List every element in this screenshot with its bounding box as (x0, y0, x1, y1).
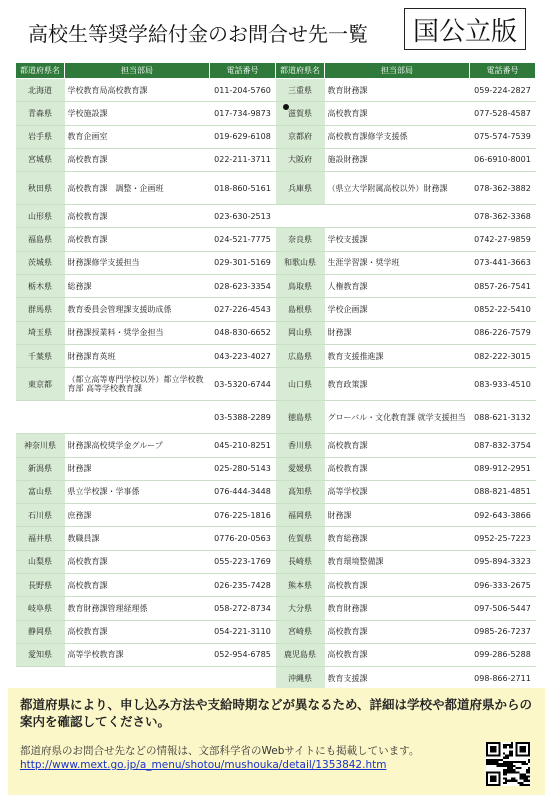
left-tel-number: 052-954-6785 (210, 643, 276, 666)
left-dept-name: 県立学校課・学事係 (65, 480, 210, 503)
right-tel-number: 095-894-3323 (470, 550, 536, 573)
right-dept-name: 学校企画課 (325, 298, 470, 321)
table-row (16, 643, 536, 666)
left-tel-number: 018-860-5161 (210, 172, 276, 205)
notice-main-text: 都道府県により、申し込み方法や支給時期などが異なるため、詳細は学校や都道府県からの案内を確認してください。 (20, 697, 533, 729)
left-tel-number: 028-623-3354 (210, 275, 276, 298)
right-tel-number: 0742-27-9859 (470, 228, 536, 251)
table-row (16, 344, 536, 367)
table-row (16, 457, 536, 480)
left-dept-name: 財務課高校奨学金グループ (65, 434, 210, 457)
right-pref-name (276, 205, 325, 228)
right-dept-name: 高等学校課 (325, 480, 470, 503)
left-tel-number: 058-272-8734 (210, 597, 276, 620)
left-pref-name: 栃木県 (16, 275, 65, 298)
right-dept-name: 高校教育課修学支援係 (325, 125, 470, 148)
left-dept-name: 総務課 (65, 275, 210, 298)
right-tel-number: 083-933-4510 (470, 368, 536, 401)
table-row (16, 667, 536, 690)
left-tel-number: 076-444-3448 (210, 480, 276, 503)
left-dept-name: 教育委員会管理課支援助成係 (65, 298, 210, 321)
left-dept-name: （都立高等専門学校以外）都立学校教育部 高等学校教育課 (65, 368, 210, 401)
left-tel-number: 029-301-5169 (210, 251, 276, 274)
right-tel-number: 099-286-5288 (470, 643, 536, 666)
left-tel-number: 048-830-6652 (210, 321, 276, 344)
right-pref-name: 福岡県 (276, 504, 325, 527)
right-dept-name: 教育政策課 (325, 368, 470, 401)
left-pref-name: 岩手県 (16, 125, 65, 148)
left-pref-name: 岐阜県 (16, 597, 65, 620)
right-pref-name: 京都府 (276, 125, 325, 148)
left-dept-name: 高校教育課 (65, 148, 210, 171)
left-pref-name (16, 667, 65, 690)
left-dept-name: 教育財務課管理経理係 (65, 597, 210, 620)
right-pref-name: 滋賀県 (276, 102, 325, 125)
header-pref-left: 都道府県名 (16, 63, 65, 79)
right-dept-name: 高校教育課 (325, 643, 470, 666)
right-tel-number: 075-574-7539 (470, 125, 536, 148)
header-tel-left: 電話番号 (210, 63, 276, 79)
right-tel-number: 096-333-2675 (470, 574, 536, 597)
left-tel-number: 054-221-3110 (210, 620, 276, 643)
right-dept-name: 財務課 (325, 321, 470, 344)
bullet-marker (283, 104, 289, 110)
left-pref-name: 埼玉県 (16, 321, 65, 344)
left-pref-name: 愛知県 (16, 643, 65, 666)
left-pref-name: 静岡県 (16, 620, 65, 643)
right-tel-number: 088-821-4851 (470, 480, 536, 503)
left-pref-name: 福井県 (16, 527, 65, 550)
right-dept-name: 高校教育課 (325, 457, 470, 480)
right-pref-name: 島根県 (276, 298, 325, 321)
left-dept-name: 教職員課 (65, 527, 210, 550)
right-tel-number: 097-506-5447 (470, 597, 536, 620)
table-row (16, 148, 536, 171)
table-row (16, 620, 536, 643)
right-tel-number: 0985-26-7237 (470, 620, 536, 643)
left-dept-name: 高校教育課 (65, 228, 210, 251)
left-tel-number: 03-5388-2289 (210, 401, 276, 434)
right-pref-name: 鳥取県 (276, 275, 325, 298)
left-pref-name: 北海道 (16, 79, 65, 102)
table-row (16, 527, 536, 550)
right-tel-number: 086-226-7579 (470, 321, 536, 344)
right-dept-name: 高校教育課 (325, 102, 470, 125)
mext-link[interactable]: http://www.mext.go.jp/a_menu/shotou/mushouka/detail/1353842.htm (20, 759, 387, 771)
contact-table (15, 62, 536, 691)
header-pref-right: 都道府県名 (276, 63, 325, 79)
table-row (16, 205, 536, 228)
right-tel-number: 073-441-3663 (470, 251, 536, 274)
left-dept-name: 学校教育局高校教育課 (65, 79, 210, 102)
left-tel-number: 011-204-5760 (210, 79, 276, 102)
table-row (16, 597, 536, 620)
left-dept-name: 財務課授業料・奨学金担当 (65, 321, 210, 344)
left-pref-name: 群馬県 (16, 298, 65, 321)
right-dept-name: 財務課 (325, 504, 470, 527)
table-row (16, 434, 536, 457)
right-dept-name: 高校教育課 (325, 574, 470, 597)
left-dept-name (65, 401, 210, 434)
table-row (16, 298, 536, 321)
right-tel-number: 078-362-3882 (470, 172, 536, 205)
qr-code-icon (486, 742, 530, 786)
right-pref-name: 佐賀県 (276, 527, 325, 550)
right-dept-name: 教育支援推進課 (325, 344, 470, 367)
right-pref-name: 兵庫県 (276, 172, 325, 205)
right-pref-name: 大分県 (276, 597, 325, 620)
right-dept-name: 高校教育課 (325, 620, 470, 643)
right-dept-name: グローバル・文化教育課 就学支援担当 (325, 401, 470, 434)
table-row (16, 251, 536, 274)
right-pref-name: 沖縄県 (276, 667, 325, 690)
left-pref-name: 長野県 (16, 574, 65, 597)
left-dept-name: 高校教育課 (65, 620, 210, 643)
header-dept-right: 担当部局 (325, 63, 470, 79)
left-dept-name (65, 667, 210, 690)
right-dept-name: 施設財務課 (325, 148, 470, 171)
right-dept-name: （県立大学附属高校以外）財務課 (325, 172, 470, 205)
left-tel-number: 043-223-4027 (210, 344, 276, 367)
right-tel-number: 0852-22-5410 (470, 298, 536, 321)
left-tel-number: 045-210-8251 (210, 434, 276, 457)
left-dept-name: 財務課育英班 (65, 344, 210, 367)
left-pref-name: 宮城県 (16, 148, 65, 171)
left-pref-name: 山形県 (16, 205, 65, 228)
left-dept-name: 高校教育課 (65, 205, 210, 228)
table-header-row (16, 63, 536, 79)
right-pref-name: 高知県 (276, 480, 325, 503)
table-row (16, 102, 536, 125)
left-pref-name: 青森県 (16, 102, 65, 125)
right-tel-number: 088-621-3132 (470, 401, 536, 434)
left-dept-name: 高校教育課 調整・企画班 (65, 172, 210, 205)
notice-sub-text: 都道府県のお問合せ先などの情報は、文部科学省のWebサイトにも掲載しています。 (20, 745, 420, 757)
right-tel-number: 059-224-2827 (470, 79, 536, 102)
left-pref-name: 山梨県 (16, 550, 65, 573)
left-tel-number: 023-630-2513 (210, 205, 276, 228)
right-pref-name: 宮崎県 (276, 620, 325, 643)
left-tel-number: 017-734-9873 (210, 102, 276, 125)
left-tel-number: 03-5320-6744 (210, 368, 276, 401)
left-dept-name: 高等学校教育課 (65, 643, 210, 666)
left-tel-number: 026-235-7428 (210, 574, 276, 597)
right-dept-name: 人権教育課 (325, 275, 470, 298)
edition-badge: 国公立版 (404, 8, 526, 50)
left-tel-number (210, 667, 276, 690)
left-dept-name: 財務課 (65, 457, 210, 480)
left-dept-name: 財務課修学支援担当 (65, 251, 210, 274)
header-tel-right: 電話番号 (470, 63, 536, 79)
page-title: 高校生等奨学給付金のお問合せ先一覧 (28, 22, 368, 46)
right-dept-name: 生涯学習課・奨学班 (325, 251, 470, 274)
table-row (16, 368, 536, 401)
right-dept-name: 教育財務課 (325, 597, 470, 620)
left-tel-number: 027-226-4543 (210, 298, 276, 321)
right-pref-name: 徳島県 (276, 401, 325, 434)
left-pref-name: 富山県 (16, 480, 65, 503)
left-dept-name: 高校教育課 (65, 574, 210, 597)
right-pref-name: 愛媛県 (276, 457, 325, 480)
table-row (16, 321, 536, 344)
left-pref-name: 新潟県 (16, 457, 65, 480)
right-tel-number: 077-528-4587 (470, 102, 536, 125)
notice-box (8, 688, 545, 795)
right-dept-name: 教育総務課 (325, 527, 470, 550)
header-dept-left: 担当部局 (65, 63, 210, 79)
table-row (16, 574, 536, 597)
left-pref-name: 千葉県 (16, 344, 65, 367)
right-pref-name: 岡山県 (276, 321, 325, 344)
left-dept-name: 学校施設課 (65, 102, 210, 125)
right-pref-name: 山口県 (276, 368, 325, 401)
left-pref-name: 茨城県 (16, 251, 65, 274)
right-pref-name: 鹿児島県 (276, 643, 325, 666)
table-row (16, 275, 536, 298)
table-row (16, 504, 536, 527)
right-pref-name: 奈良県 (276, 228, 325, 251)
right-dept-name: 教育環境整備課 (325, 550, 470, 573)
left-tel-number: 055-223-1769 (210, 550, 276, 573)
left-pref-name: 石川県 (16, 504, 65, 527)
left-dept-name: 高校教育課 (65, 550, 210, 573)
right-tel-number: 087-832-3754 (470, 434, 536, 457)
left-pref-name: 秋田県 (16, 172, 65, 205)
table-row (16, 228, 536, 251)
right-tel-number: 0952-25-7223 (470, 527, 536, 550)
table-row (16, 401, 536, 434)
right-dept-name: 学校支援課 (325, 228, 470, 251)
right-pref-name: 和歌山県 (276, 251, 325, 274)
right-pref-name: 長崎県 (276, 550, 325, 573)
right-dept-name: 教育財務課 (325, 79, 470, 102)
right-tel-number: 06-6910-8001 (470, 148, 536, 171)
right-dept-name: 教育支援課 (325, 667, 470, 690)
right-pref-name: 香川県 (276, 434, 325, 457)
table-row (16, 125, 536, 148)
left-tel-number: 024-521-7775 (210, 228, 276, 251)
right-pref-name: 大阪府 (276, 148, 325, 171)
right-tel-number: 098-866-2711 (470, 667, 536, 690)
left-tel-number: 076-225-1816 (210, 504, 276, 527)
right-pref-name: 三重県 (276, 79, 325, 102)
left-tel-number: 025-280-5143 (210, 457, 276, 480)
table-row (16, 172, 536, 205)
left-pref-name: 神奈川県 (16, 434, 65, 457)
left-tel-number: 022-211-3711 (210, 148, 276, 171)
table-row (16, 79, 536, 102)
right-tel-number: 0857-26-7541 (470, 275, 536, 298)
right-tel-number: 082-222-3015 (470, 344, 536, 367)
left-pref-name: 福島県 (16, 228, 65, 251)
left-pref-name: 東京都 (16, 368, 65, 401)
left-pref-name (16, 401, 65, 434)
right-pref-name: 熊本県 (276, 574, 325, 597)
left-tel-number: 019-629-6108 (210, 125, 276, 148)
right-tel-number: 092-643-3866 (470, 504, 536, 527)
left-dept-name: 庶務課 (65, 504, 210, 527)
right-dept-name: 高校教育課 (325, 434, 470, 457)
table-row (16, 550, 536, 573)
right-tel-number: 078-362-3368 (470, 205, 536, 228)
table-row (16, 480, 536, 503)
left-tel-number: 0776-20-0563 (210, 527, 276, 550)
right-tel-number: 089-912-2951 (470, 457, 536, 480)
left-dept-name: 教育企画室 (65, 125, 210, 148)
right-pref-name: 広島県 (276, 344, 325, 367)
right-dept-name (325, 205, 470, 228)
